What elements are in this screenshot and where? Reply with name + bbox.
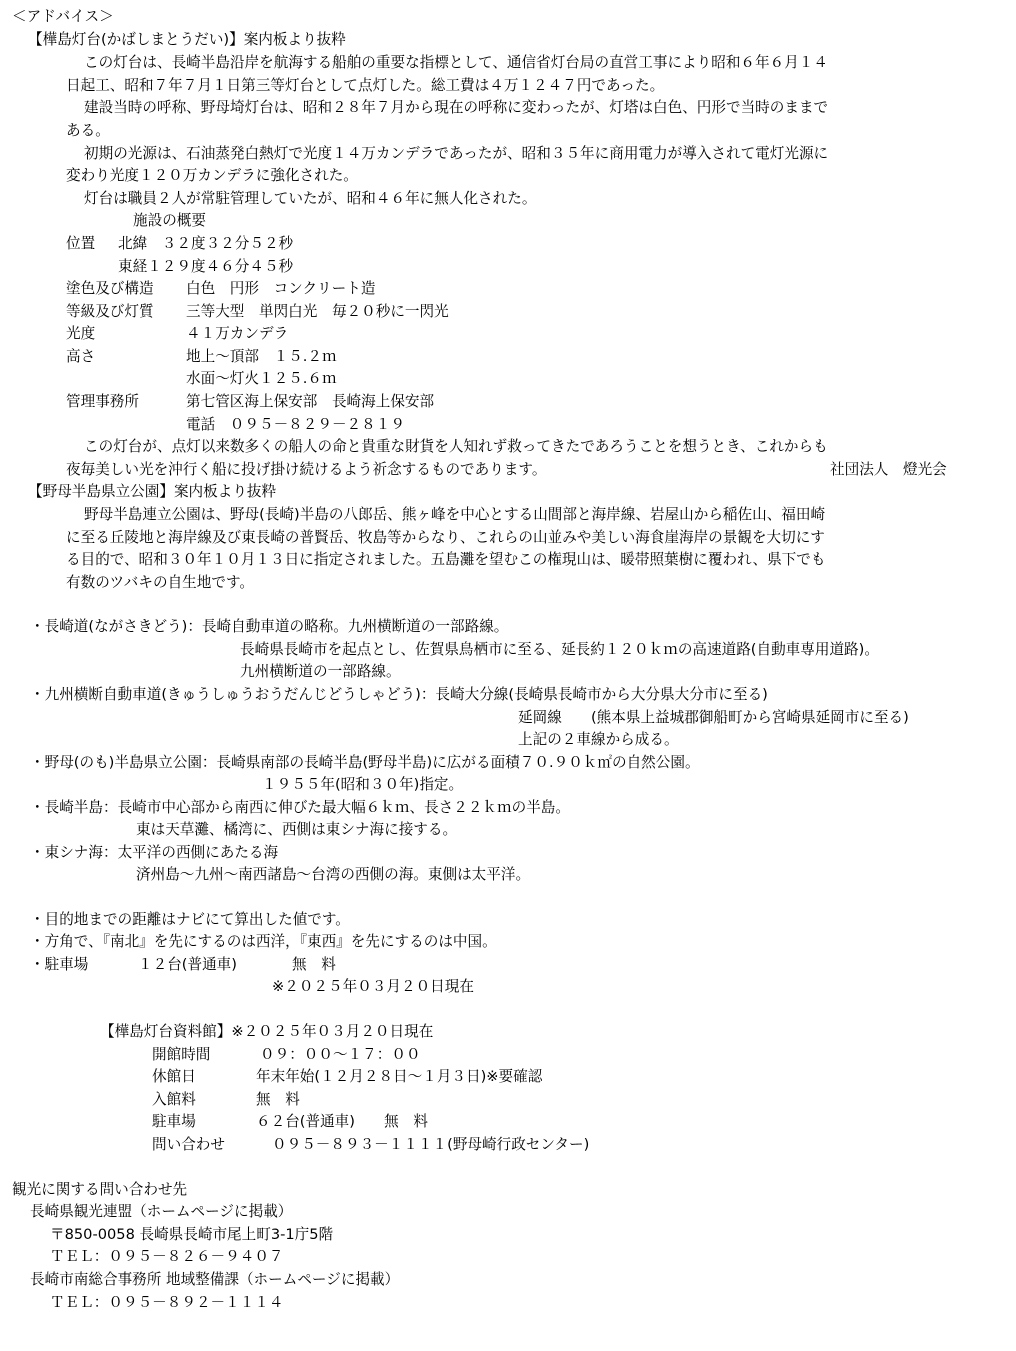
museum-closed-label: 休館日 — [152, 1068, 196, 1085]
facility-luminosity-label: 光度 — [66, 325, 96, 342]
gloss-kyushu-line2: 延岡線 (熊本県上益城郡御船町から宮崎県延岡市に至る) — [518, 709, 909, 726]
lighthouse-para3-line1: 初期の光源は、石油蒸発白熱灯で光度１４万カンデラであったが、昭和３５年に商用電力が導入されて電灯光源に — [84, 145, 829, 162]
lighthouse-para1-line1: この灯台は、長崎半島沿岸を航海する船舶の重要な指標として、通信省灯台局の直営工事により昭和６年６月１４ — [84, 54, 828, 71]
facility-position-lat: 北緯 ３２度３２分５２秒 — [118, 235, 294, 252]
gloss-nomo-line1: ・野母(のも)半島県立公園：長崎県南部の長崎半島(野母半島)に広がる面積７０.９０ｋ㎡の自然公園。 — [30, 754, 700, 771]
facility-luminosity-value: ４１万カンデラ — [186, 325, 289, 342]
park-body-line2: に至る丘陵地と海岸線及び東長崎の普賢岳、牧島等からなり、これらの山並みや美しい海食崖海岸の景観を大切にす — [66, 529, 825, 546]
note-distance: ・目的地までの距離はナビにて算出した値です。 — [30, 911, 350, 928]
facility-height-value1: 地上～頂部 １５.２ｍ — [186, 348, 337, 365]
lighthouse-para3-line2: 変わり光度１２０万カンデラに強化された。 — [66, 167, 358, 184]
note-direction: ・方角で、『南北』を先にするのは西洋，『東西』を先にするのは中国。 — [30, 933, 497, 950]
gloss-peninsula-line1: ・長崎半島：長崎市中心部から南西に伸びた最大幅６ｋｍ、長さ２２ｋｍの半島。 — [30, 799, 570, 816]
museum-parking-value: ６２台(普通車) 無 料 — [256, 1113, 428, 1130]
facility-heading: 施設の概要 — [133, 212, 206, 229]
tourism-org1-address: 〒850-0058 長崎県長崎市尾上町3-1庁5階 — [50, 1226, 334, 1243]
lighthouse-para1-line2: 日起工、昭和７年７月１日第三等灯台として点灯した。総工費は４万１２４７円であった。 — [66, 77, 665, 94]
museum-hours-value: ０９：００～１７：００ — [260, 1046, 421, 1063]
tourism-org2-tel: ＴＥＬ：０９５－８９２－１１１４ — [50, 1294, 284, 1311]
lighthouse-signature: 社団法人 燈光会 — [830, 461, 947, 478]
gloss-ecs-line1: ・東シナ海：太平洋の西側にあたる海 — [30, 844, 279, 861]
museum-fee-value: 無 料 — [256, 1091, 300, 1108]
facility-grade-label: 等級及び灯質 — [66, 303, 154, 320]
lighthouse-para2-line2: ある。 — [66, 122, 110, 139]
facility-phone-value: 電話 ０９５－８２９－２８１９ — [186, 416, 405, 433]
gloss-ecs-line2: 済州島～九州～南西諸島～台湾の西側の海。東側は太平洋。 — [136, 866, 531, 883]
park-body-line3: る目的で、昭和３０年１０月１３日に指定されました。五島灘を望むこの権現山は、暖帯照葉樹に覆われ、県下でも — [66, 551, 826, 568]
tourism-org2-name: 長崎市南総合事務所 地域整備課（ホームページに掲載） — [30, 1271, 400, 1288]
tourism-org1-tel: ＴＥＬ：０９５－８２６－９４０７ — [50, 1248, 284, 1265]
note-as-of: ※２０２５年０３月２０日現在 — [272, 978, 474, 995]
museum-closed-value: 年末年始(１２月２８日～１月３日)※要確認 — [256, 1068, 543, 1085]
park-body-line1: 野母半島連立公園は、野母(長崎)半島の八郎岳、熊ヶ峰を中心とする山間部と海岸線、岩屋山から稲佐山、福田崎 — [84, 506, 826, 523]
park-heading: 【野母半島県立公園】案内板より抜粋 — [28, 483, 277, 500]
facility-height-label: 高さ — [66, 348, 96, 365]
museum-parking-label: 駐車場 — [152, 1113, 196, 1130]
facility-position-label: 位置 — [66, 235, 96, 252]
lighthouse-heading: 【樺島灯台(かばしまとうだい)】案内板より抜粋 — [28, 31, 346, 48]
facility-structure-label: 塗色及び構造 — [66, 280, 154, 297]
museum-contact-value: ０９５－８９３－１１１１(野母崎行政センター) — [272, 1136, 590, 1153]
facility-office-label: 管理事務所 — [66, 393, 139, 410]
facility-position-lon: 東経１２９度４６分４５秒 — [118, 258, 294, 275]
museum-hours-label: 開館時間 — [152, 1046, 211, 1063]
museum-fee-label: 入館料 — [152, 1091, 196, 1108]
lighthouse-closing-line2: 夜毎美しい光を沖行く船に投げ掛け続けるよう祈念するものであります。 — [66, 461, 547, 478]
note-parking-label: ・駐車場 — [30, 956, 89, 973]
gloss-peninsula-line2: 東は天草灘、橘湾に、西側は東シナ海に接する。 — [136, 821, 458, 838]
facility-office-value: 第七管区海上保安部 長崎海上保安部 — [186, 393, 435, 410]
lighthouse-para4: 灯台は職員２人が常駐管理していたが、昭和４６年に無人化された。 — [84, 190, 537, 207]
note-parking-fee: 無 料 — [292, 956, 336, 973]
museum-contact-label: 問い合わせ — [152, 1136, 225, 1153]
gloss-nagasakido-line1: ・長崎道(ながさきどう)：長崎自動車道の略称。九州横断道の一部路線。 — [30, 618, 509, 635]
museum-heading: 【樺島灯台資料館】※２０２５年０３月２０日現在 — [100, 1023, 434, 1040]
advice-heading: ＜アドバイス＞ — [12, 8, 114, 25]
facility-structure-value: 白色 円形 コンクリート造 — [186, 280, 376, 297]
gloss-kyushu-line1: ・九州横断自動車道(きゅうしゅうおうだんじどうしゃどう)：長崎大分線(長崎県長崎市から大分県大分市に至る) — [30, 686, 768, 703]
gloss-nagasakido-line2: 長崎県長崎市を起点とし、佐賀県鳥栖市に至る、延長約１２０ｋｍの高速道路(自動車専用道路)。 — [240, 641, 879, 658]
gloss-nomo-line2: １９５５年(昭和３０年)指定。 — [262, 776, 464, 793]
tourism-org1-name: 長崎県観光連盟（ホームページに掲載） — [30, 1203, 293, 1220]
facility-grade-value: 三等大型 単閃白光 毎２０秒に一閃光 — [186, 303, 449, 320]
lighthouse-closing-line1: この灯台が、点灯以来数多くの船人の命と貴重な財貨を人知れず救ってきたであろうことを想うとき、これからも — [84, 438, 828, 455]
gloss-nagasakido-line3: 九州横断道の一部路線。 — [240, 663, 401, 680]
facility-height-value2: 水面～灯火１２５.６ｍ — [186, 370, 337, 387]
gloss-kyushu-line3: 上記の２車線から成る。 — [518, 731, 679, 748]
park-body-line4: 有数のツバキの自生地です。 — [66, 574, 254, 591]
note-parking-count: １２台(普通車) — [138, 956, 237, 973]
tourism-heading: 観光に関する問い合わせ先 — [12, 1181, 188, 1198]
lighthouse-para2-line1: 建設当時の呼称、野母埼灯台は、昭和２８年７月から現在の呼称に変わったが、灯塔は白色、円形で当時のままで — [84, 99, 829, 116]
